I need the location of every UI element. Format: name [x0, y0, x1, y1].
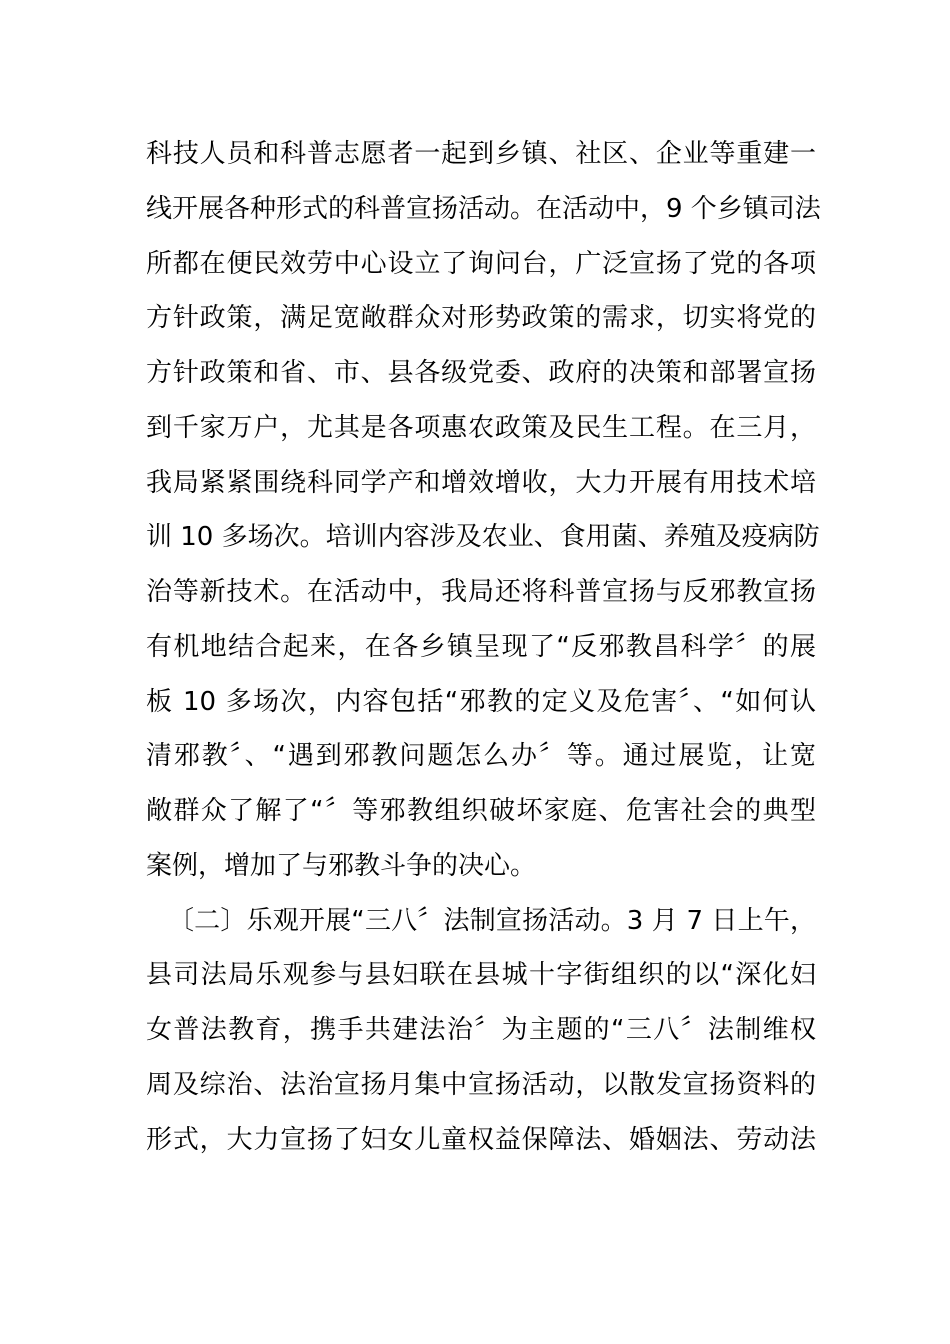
text-line: 线开展各种形式的科普宣扬活动。在活动中，9 个乡镇司法 [146, 193, 821, 224]
text-line: 方针政策，满足宽敞群众对形势政策的需求，切实将党的 [146, 303, 816, 334]
text-line: 案例，增加了与邪教斗争的决心。 [146, 850, 537, 881]
text-line: 清邪教〞、“遇到邪教问题怎么办〞等。通过展览，让宽 [146, 741, 816, 772]
text-line: 到千家万户，尤其是各项惠农政策及民生工程。在三月， [146, 412, 816, 443]
text-line: 敞群众了解了“〞等邪教组织破坏家庭、危害社会的典型 [146, 796, 816, 826]
text-line: 方针政策和省、市、县各级党委、政府的决策和部署宣扬 [146, 358, 816, 388]
text-line: 所都在便民效劳中心设立了询问台，广泛宣扬了党的各项 [146, 248, 816, 279]
text-line: 县司法局乐观参与县妇联在县城十字街组织的以“深化妇 [146, 960, 816, 991]
text-line: 板 10 多场次，内容包括“邪教的定义及危害〞、“如何认 [146, 686, 816, 717]
text-line: 有机地结合起来，在各乡镇呈现了“反邪教昌科学〞的展 [146, 631, 816, 662]
text-line: 〔二〕乐观开展“三八〞法制宣扬活动。3 月 7 日上午， [168, 905, 816, 936]
text-line: 训 10 多场次。培训内容涉及农业、食用菌、养殖及疫病防 [146, 522, 820, 553]
text-line: 科技人员和科普志愿者一起到乡镇、社区、企业等重建一 [146, 139, 816, 169]
body-text [146, 127, 821, 1167]
text-line: 我局紧紧围绕科同学产和增效增收，大力开展有用技术培 [146, 467, 816, 498]
text-line: 女普法教育，携手共建法治〞为主题的“三八〞法制维权 [146, 1015, 816, 1045]
text-line: 治等新技术。在活动中，我局还将科普宣扬与反邪教宣扬 [146, 577, 816, 607]
text-line: 形式，大力宣扬了妇女儿童权益保障法、婚姻法、劳动法 [146, 1124, 816, 1155]
text-line: 周及综治、法治宣扬月集中宣扬活动，以散发宣扬资料的 [146, 1069, 816, 1100]
